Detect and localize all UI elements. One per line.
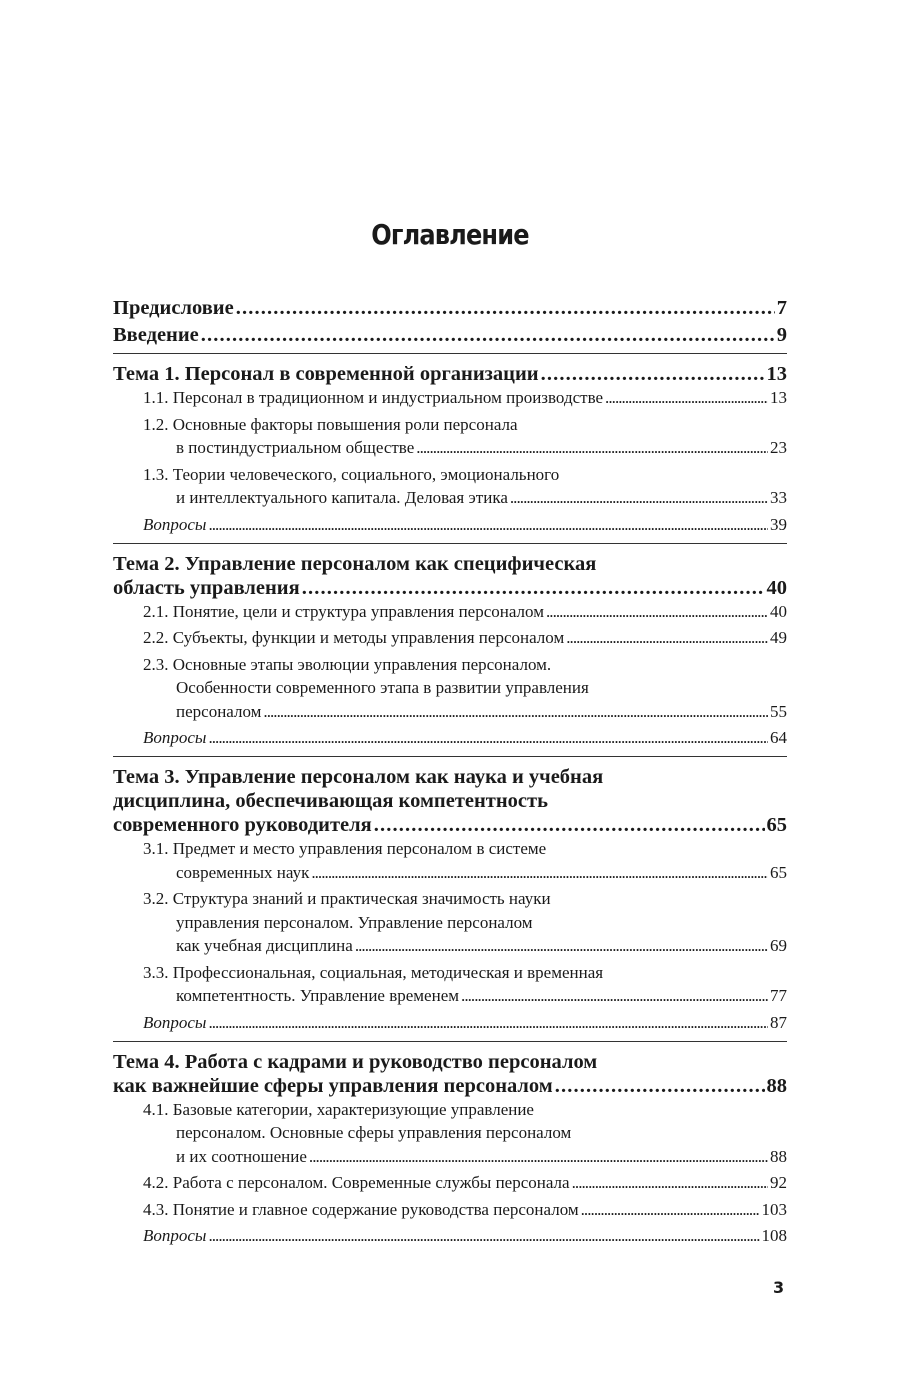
dot-leader <box>546 600 768 624</box>
toc-topic-2-cont[interactable] <box>113 576 787 600</box>
dot-leader <box>566 626 768 650</box>
toc-item-2-1[interactable] <box>113 600 787 624</box>
toc-item-1-2-cont[interactable] <box>113 436 787 460</box>
dot-leader <box>309 1145 768 1169</box>
toc-page-number: 92 <box>770 1173 787 1192</box>
toc-page-number: 9 <box>776 324 787 346</box>
toc-item-1-3-cont[interactable] <box>113 486 787 510</box>
toc-page-number: 55 <box>770 701 787 721</box>
toc-item-3-2-cont2[interactable] <box>113 934 787 958</box>
divider <box>113 756 787 757</box>
toc-questions-text: Вопросы <box>143 514 207 534</box>
toc-questions-1[interactable] <box>113 513 787 537</box>
toc-item-text: 4.3. Понятие и главное содержание руководства персоналом <box>143 1199 579 1219</box>
toc-item-text: 2.2. Субъекты, функции и методы управления персоналом <box>143 628 565 647</box>
toc-page-number: 23 <box>770 438 787 457</box>
toc-item-text: компетентность. Управление временем <box>176 986 460 1005</box>
toc-topic-text: современного руководителя <box>113 814 372 836</box>
toc-page-number: 77 <box>770 986 787 1005</box>
dot-leader <box>311 861 768 885</box>
dot-leader <box>581 1198 760 1222</box>
toc-topic-3-cont: дисциплина, обеспечивающая компетентность <box>113 790 548 812</box>
toc-page-number: 49 <box>770 628 787 647</box>
toc-item-text: и интеллектуального капитала. Деловая этика <box>176 488 508 507</box>
toc-questions-2[interactable] <box>113 726 787 750</box>
toc-page-number: 88 <box>770 1146 787 1166</box>
toc-item-1-2[interactable]: 1.2. Основные факторы повышения роли персонала <box>143 414 518 434</box>
toc-item-4-3[interactable] <box>113 1198 787 1222</box>
toc-topic-4[interactable]: Тема 4. Работа с кадрами и руководство персоналом <box>113 1050 598 1073</box>
toc-questions-text: Вопросы <box>143 1226 207 1245</box>
toc-entry-preface[interactable] <box>113 296 787 320</box>
toc-item-2-2[interactable] <box>113 626 787 650</box>
toc-page-number: 65 <box>770 862 787 882</box>
toc-page-number: 64 <box>770 728 787 747</box>
toc-questions-text: Вопросы <box>143 1012 207 1032</box>
toc-topic-3-cont2[interactable] <box>113 813 787 837</box>
dot-leader <box>374 813 765 837</box>
toc-questions-3[interactable] <box>113 1011 787 1035</box>
dot-leader <box>555 1074 765 1098</box>
toc-page-number: 88 <box>766 1074 787 1097</box>
toc-item-2-3-cont: Особенности современного этапа в развитии управления <box>176 678 589 697</box>
toc-questions-text: Вопросы <box>143 728 207 747</box>
toc-item-4-1-cont: персоналом. Основные сферы управления персоналом <box>176 1123 572 1142</box>
toc-page-number: 33 <box>770 488 787 507</box>
toc-item-3-2-cont: управления персоналом. Управление персоналом <box>176 912 533 932</box>
toc-page-number: 40 <box>770 601 787 621</box>
toc-page-number: 87 <box>770 1012 787 1032</box>
toc-topic-4-cont[interactable] <box>113 1074 787 1098</box>
toc-item-text: в постиндустриальном обществе <box>176 438 415 457</box>
toc-item-3-2[interactable]: 3.2. Структура знаний и практическая значимость науки <box>143 889 551 908</box>
toc-page-number: 7 <box>776 297 787 319</box>
dot-leader <box>263 700 768 724</box>
toc-questions-4[interactable] <box>113 1224 787 1248</box>
table-of-contents <box>113 296 787 1248</box>
toc-item-3-3-cont[interactable] <box>113 984 787 1008</box>
toc-page-number: 108 <box>761 1226 787 1245</box>
toc-topic-3[interactable]: Тема 3. Управление персоналом как наука и учебная <box>113 766 604 788</box>
divider <box>113 1041 787 1042</box>
dot-leader <box>355 934 768 958</box>
dot-leader <box>541 362 765 386</box>
dot-leader <box>236 296 775 320</box>
toc-page-number: 69 <box>770 936 787 955</box>
toc-item-3-1-cont[interactable] <box>113 861 787 885</box>
toc-topic-2[interactable]: Тема 2. Управление персоналом как специфическая <box>113 552 597 575</box>
page-number: 3 <box>773 1278 785 1297</box>
dot-leader <box>208 513 768 537</box>
toc-page-number: 40 <box>766 576 787 599</box>
toc-item-4-2[interactable] <box>113 1171 787 1195</box>
toc-item-1-3[interactable]: 1.3. Теории человеческого, социального, эмоционального <box>143 464 560 484</box>
toc-topic-1[interactable] <box>113 362 787 386</box>
toc-item-3-3[interactable]: 3.3. Профессиональная, социальная, методическая и временная <box>143 962 604 982</box>
toc-item-2-3-cont2[interactable] <box>113 700 787 724</box>
toc-item-text: персоналом <box>176 701 262 721</box>
dot-leader <box>461 984 768 1008</box>
toc-page-number: 13 <box>770 388 787 407</box>
toc-item-text: как учебная дисциплина <box>176 936 353 955</box>
toc-topic-text: область управления <box>113 576 300 599</box>
toc-topic-text: как важнейшие сферы управления персоналом <box>113 1074 553 1097</box>
dot-leader <box>572 1171 768 1195</box>
toc-page-number: 65 <box>766 814 787 836</box>
toc-item-text: 2.1. Понятие, цели и структура управления персоналом <box>143 601 544 621</box>
dot-leader <box>201 323 775 347</box>
toc-page-number: 103 <box>761 1199 787 1219</box>
toc-page-number: 13 <box>766 363 787 385</box>
toc-item-3-1[interactable]: 3.1. Предмет и место управления персоналом в системе <box>143 839 547 858</box>
toc-item-2-3[interactable]: 2.3. Основные этапы эволюции управления персоналом. <box>143 654 552 674</box>
toc-item-1-1[interactable] <box>113 386 787 410</box>
toc-item-text: 4.2. Работа с персоналом. Современные службы персонала <box>143 1173 570 1192</box>
toc-topic-text: Тема 1. Персонал в современной организации <box>113 363 539 385</box>
toc-entry-text: Предисловие <box>113 297 234 319</box>
dot-leader <box>302 576 765 600</box>
dot-leader <box>510 486 768 510</box>
toc-entry-introduction[interactable] <box>113 323 787 347</box>
dot-leader <box>208 726 768 750</box>
toc-item-text: 1.1. Персонал в традиционном и индустриальном производстве <box>143 388 604 407</box>
divider <box>113 353 787 354</box>
dot-leader <box>416 436 768 460</box>
toc-item-text: современных наук <box>176 862 310 882</box>
page-title: Оглавление <box>371 218 529 251</box>
toc-entry-text: Введение <box>113 324 199 346</box>
divider <box>113 543 787 544</box>
toc-page-number: 39 <box>770 514 787 534</box>
toc-item-text: и их соотношение <box>176 1146 307 1166</box>
dot-leader <box>605 386 768 410</box>
dot-leader <box>208 1011 768 1035</box>
toc-item-4-1-cont2[interactable] <box>113 1145 787 1169</box>
dot-leader <box>208 1224 759 1248</box>
toc-item-4-1[interactable]: 4.1. Базовые категории, характеризующие управление <box>143 1099 534 1119</box>
